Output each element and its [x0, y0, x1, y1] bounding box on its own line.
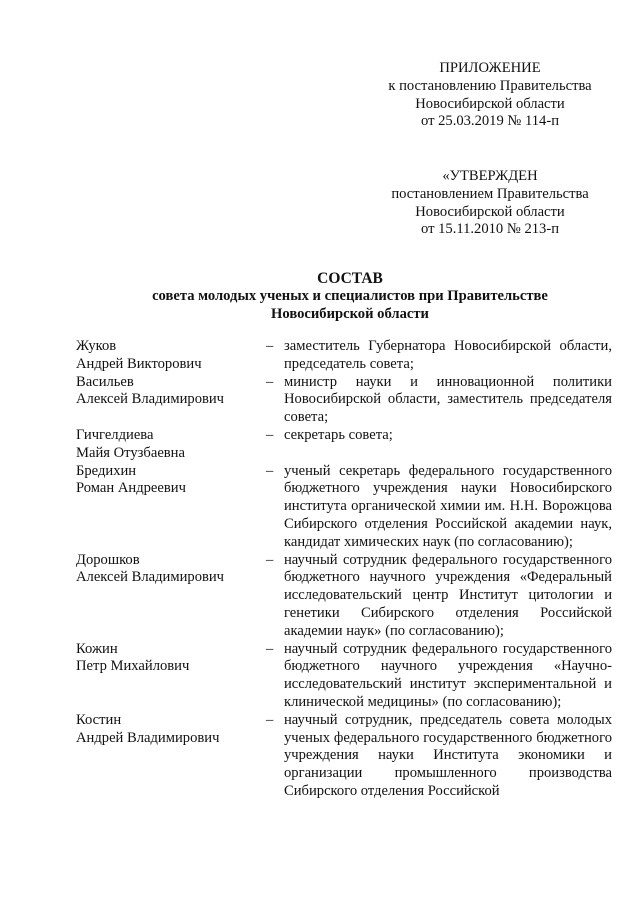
approved-line: от 15.11.2010 № 213-п: [420, 221, 560, 238]
member-given-name: Алексей Владимирович: [76, 569, 225, 586]
annex-line: Новосибирской области: [415, 95, 565, 112]
member-surname: Жуков: [76, 338, 117, 354]
member-dash: –: [266, 462, 274, 479]
member-given-name: Алексей Владимирович: [76, 391, 225, 408]
member-surname: Костин: [76, 711, 122, 728]
title-subtitle-line: Новосибирской области: [271, 305, 429, 322]
member-role: ученый секретарь федерального государственного бюджетного учреждения науки Новосибирского института органической химии им. Н.Н. Ворожцова Сибирского отделения Российской академии наук, кандидат химических наук (по согласованию);: [284, 462, 612, 550]
member-name: [76, 374, 266, 410]
member-given-name: Андрей Викторович: [76, 355, 202, 372]
member-name: [76, 338, 266, 374]
member-dash: –: [266, 640, 274, 657]
member-role: научный сотрудник, председатель совета молодых ученых федерального государственного бюджетного учреждения науки Института экономики и организации промышленного производства Сибирского отделения Российской: [284, 711, 612, 799]
annex-header: [380, 60, 600, 131]
approved-header: [380, 168, 600, 239]
member-given-name: Андрей Владимирович: [76, 729, 220, 746]
member-given-name: Роман Андреевич: [76, 480, 186, 497]
member-role: секретарь совета;: [284, 426, 393, 443]
annex-line: к постановлению Правительства: [388, 77, 592, 94]
member-role: научный сотрудник федерального государственного бюджетного научного учреждения «Научно-исследовательский институт экспериментальной и клинической медицины» (по согласованию);: [284, 640, 612, 710]
member-dash: –: [266, 338, 274, 354]
member-row: [76, 427, 612, 463]
member-name: [76, 712, 266, 748]
member-row: [76, 374, 612, 427]
member-row: [76, 338, 612, 374]
member-row: [76, 552, 612, 641]
approved-line: «УТВЕРЖДЕН: [442, 168, 538, 184]
member-surname: Бредихин: [76, 462, 137, 479]
document-title: [60, 270, 640, 323]
member-role: научный сотрудник федерального государственного бюджетного научного учреждения «Федеральный исследовательский центр Институт цитологии и генетики Сибирского отделения Российской академии наук» (по согласованию);: [284, 551, 612, 639]
member-row: [76, 463, 612, 552]
member-dash: –: [266, 426, 274, 443]
member-name: [76, 427, 266, 463]
member-row: [76, 712, 612, 801]
member-name: [76, 463, 266, 499]
member-dash: –: [266, 373, 274, 390]
member-surname: Кожин: [76, 640, 118, 657]
approved-line: постановлением Правительства: [391, 185, 589, 202]
approved-line: Новосибирской области: [415, 203, 565, 220]
member-role: министр науки и инновационной политики Новосибирской области, заместитель председателя совета;: [284, 373, 612, 426]
member-dash: –: [266, 711, 274, 728]
member-dash: –: [266, 551, 274, 568]
members-list: [76, 338, 612, 801]
member-name: [76, 552, 266, 588]
member-name: [76, 641, 266, 677]
annex-line: ПРИЛОЖЕНИЕ: [439, 60, 541, 76]
member-given-name: Петр Михайлович: [76, 658, 190, 675]
title-main: СОСТАВ: [317, 270, 383, 287]
member-row: [76, 641, 612, 712]
member-surname: Гичгелдиева: [76, 426, 154, 443]
annex-line: от 25.03.2019 № 114-п: [420, 113, 560, 130]
member-given-name: Майя Отузбаевна: [76, 444, 185, 461]
title-subtitle-line: совета молодых ученых и специалистов при Правительстве: [152, 287, 548, 304]
member-surname: Дорошков: [76, 551, 140, 568]
member-role: заместитель Губернатора Новосибирской области, председатель совета;: [284, 338, 612, 372]
member-surname: Васильев: [76, 373, 134, 390]
